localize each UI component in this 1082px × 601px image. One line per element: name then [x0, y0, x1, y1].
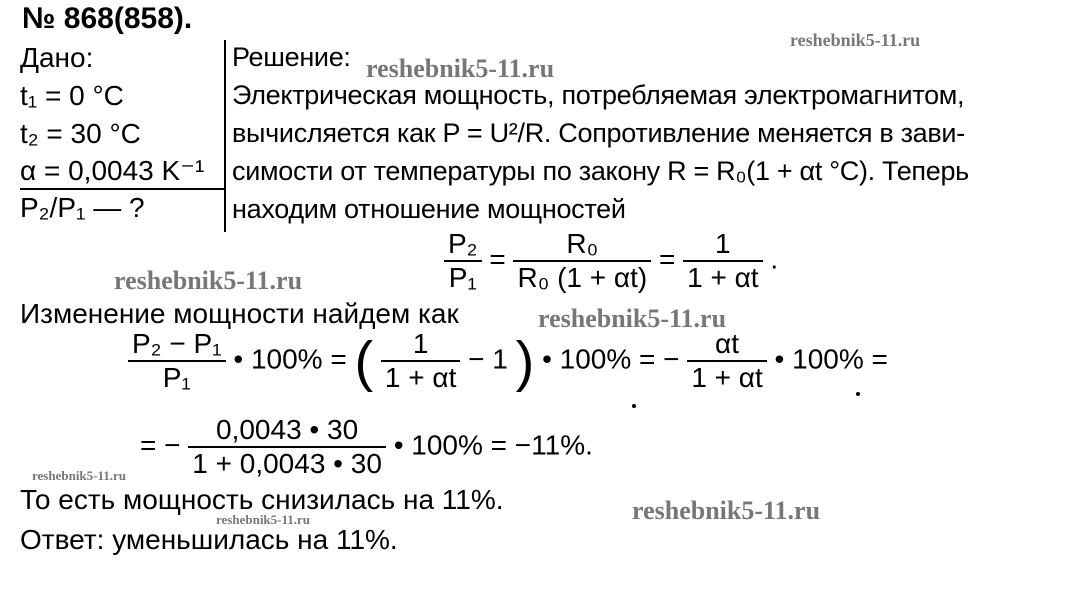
solution-label: Решение: [232, 42, 351, 72]
equals-sign: = [489, 243, 514, 275]
conclusion-text: То есть мощность снизилась на 11%. [20, 484, 504, 515]
watermark: reshebnik5-11.ru [538, 304, 727, 333]
fraction-denominator: 1 + αt [384, 362, 457, 393]
fraction-denominator: 1 + αt [691, 362, 763, 393]
period: . [770, 243, 779, 275]
print-dot [856, 392, 860, 396]
given-divider [20, 188, 226, 190]
solution-line-4: находим отношение мощностей [232, 194, 626, 224]
given-label: Дано: [20, 42, 94, 73]
fraction-denominator: 1 + 0,0043 • 30 [192, 448, 382, 479]
fraction-numerator: 1 [715, 228, 731, 259]
fraction-numerator: 1 [412, 328, 429, 359]
given-t1: t₁ = 0 °C [20, 80, 124, 111]
change-text: Изменение мощности найдем как [20, 298, 459, 329]
watermark: reshebnik5-11.ru [114, 266, 303, 295]
answer-text: Ответ: уменьшилась на 11%. [20, 524, 398, 555]
fraction-numerator: P₂ [448, 228, 478, 259]
fraction-one-over [381, 328, 460, 394]
numeric-result: • 100% = −11%. [393, 429, 593, 461]
equals-sign: = [658, 243, 684, 275]
given-solution-separator [224, 40, 226, 232]
watermark: reshebnik5-11.ru [366, 54, 555, 83]
watermark: reshebnik5-11.ru [32, 468, 127, 483]
fraction-numerator: R₀ [566, 228, 599, 259]
given-find: P₂/P₁ — ? [20, 192, 145, 223]
solution-line-1: Электрическая мощность, потребляемая электромагнитом, [232, 80, 965, 110]
fraction-resistance [513, 228, 651, 294]
solution-line-3: симости от температуры по закону R = R₀(1 + αt °C). Теперь [232, 156, 969, 186]
fraction-denominator: 1 + αt [687, 262, 759, 293]
problem-number: № 868(858). [22, 2, 193, 35]
right-paren: ) [515, 329, 535, 393]
left-paren: ( [354, 329, 374, 393]
equation-power-ratio [444, 228, 778, 294]
equation-power-change [128, 328, 888, 394]
fraction-p-diff [128, 328, 226, 394]
fraction-result [683, 228, 762, 294]
watermark: reshebnik5-11.ru [216, 512, 311, 527]
fraction-denominator: P₁ [448, 262, 477, 293]
fraction-numerator: 0,0043 • 30 [216, 414, 359, 445]
watermark: reshebnik5-11.ru [790, 30, 921, 50]
multiply-100: • 100% = [233, 343, 347, 375]
fraction-numerator: P₂ − P₁ [132, 328, 222, 359]
fraction-denominator: R₀ (1 + αt) [517, 262, 648, 293]
print-dot [632, 404, 636, 408]
minus-one: − 1 [468, 343, 508, 375]
equals-minus: = − [140, 429, 181, 461]
fraction-numerator: αt [715, 328, 740, 359]
fraction-p2-p1 [444, 228, 482, 294]
multiply-100-equals: • 100% = [774, 343, 888, 375]
solution-line-2: вычисляется как P = U²/R. Сопротивление меняется в зави- [232, 118, 965, 148]
equation-numeric [140, 414, 593, 480]
fraction-denominator: P₁ [162, 362, 191, 393]
multiply-100-minus: • 100% = − [542, 343, 680, 375]
given-t2: t₂ = 30 °C [20, 118, 141, 149]
fraction-numeric [188, 414, 386, 480]
watermark: reshebnik5-11.ru [632, 496, 821, 525]
given-alpha: α = 0,0043 K⁻¹ [20, 155, 205, 186]
fraction-alpha-t [687, 328, 766, 394]
